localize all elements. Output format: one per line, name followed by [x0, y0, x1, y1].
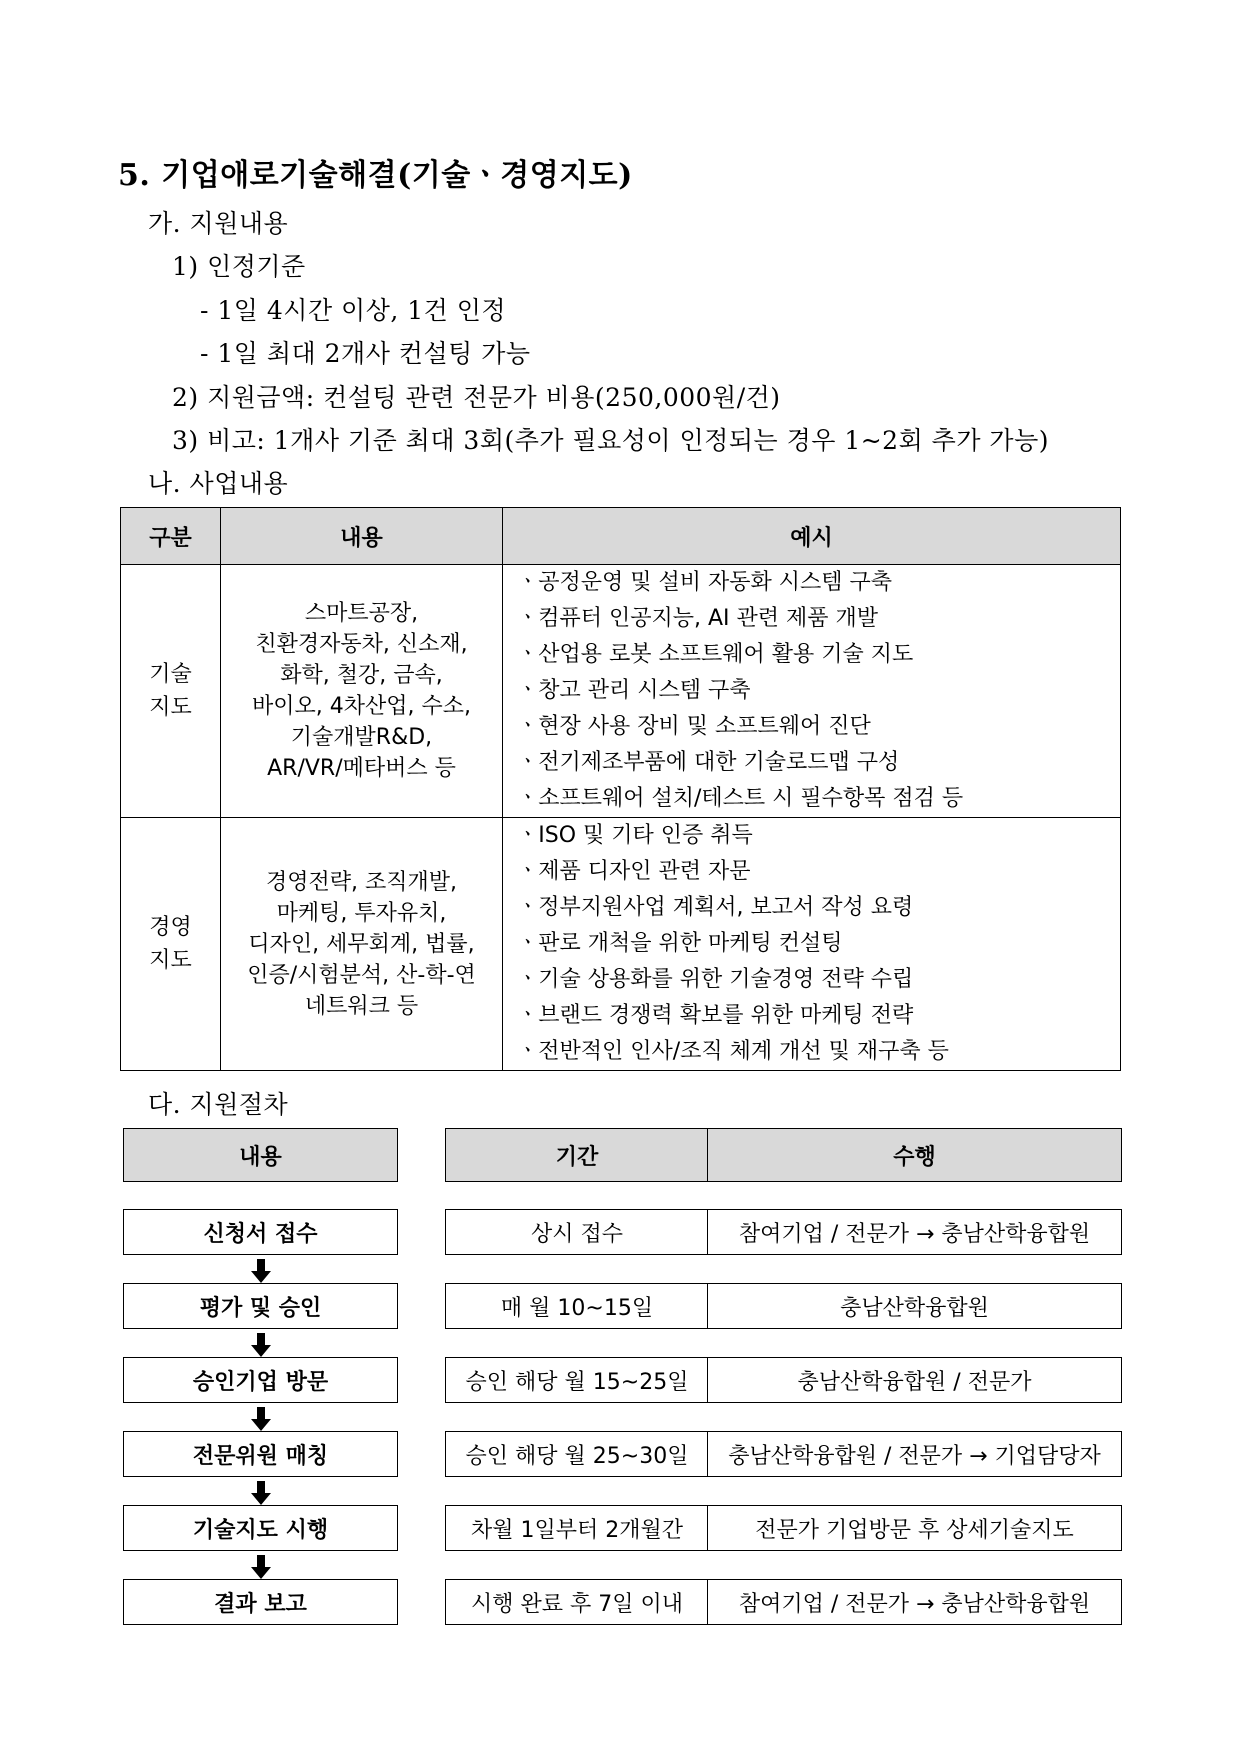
procedure-header-content: 내용: [123, 1128, 398, 1182]
category-cell: [121, 818, 221, 1071]
services-table: [120, 507, 1121, 1071]
step-name: 승인기업 방문: [123, 1357, 398, 1403]
content-line: AR/VR/메타버스 등: [267, 756, 456, 781]
header-category: 구분: [121, 508, 221, 565]
step-period: 차월 1일부터 2개월간: [471, 1517, 683, 1543]
table-header-row: [121, 508, 1121, 565]
content-cell: [221, 818, 503, 1071]
category-line: 기술: [149, 662, 192, 687]
category-line: 지도: [149, 695, 192, 720]
example-item: ㆍ판로 개척을 위한 마케팅 컨설팅: [517, 931, 843, 956]
example-item: ㆍISO 및 기타 인증 취득: [517, 823, 753, 848]
example-item: ㆍ산업용 로봇 소프트웨어 활용 기술 지도: [517, 642, 914, 667]
example-item: ㆍ현장 사용 장비 및 소프트웨어 진단: [517, 714, 871, 739]
example-item: ㆍ소프트웨어 설치/테스트 시 필수항목 점검 등: [517, 786, 964, 811]
step-detail-row: [445, 1283, 1122, 1329]
content-line: 경영전략, 조직개발,: [266, 869, 457, 895]
example-item: ㆍ공정운영 및 설비 자동화 시스템 구축: [517, 570, 892, 595]
step-detail-row: [445, 1209, 1122, 1255]
table-row: [121, 818, 1121, 1071]
support-amount: 2) 지원금액: 컨설팅 관련 전문가 비용(250,000원/건): [172, 383, 781, 412]
examples-cell: [503, 565, 1121, 818]
step-period: 상시 접수: [530, 1221, 623, 1247]
down-arrow-icon: [251, 1333, 271, 1357]
content-cell: [221, 565, 503, 818]
column-divider: [707, 1357, 708, 1403]
content-line: 마케팅, 투자유치,: [276, 900, 447, 926]
step-name: 결과 보고: [123, 1579, 398, 1625]
down-arrow-icon: [251, 1407, 271, 1431]
subsection-na: 나. 사업내용: [148, 469, 289, 498]
down-arrow-icon: [251, 1481, 271, 1505]
procedure-header-performer: 수행: [893, 1144, 936, 1170]
step-detail-row: [445, 1579, 1122, 1625]
step-performer: 참여기업 / 전문가 → 충남산학융합원: [738, 1591, 1091, 1617]
step-performer: 참여기업 / 전문가 → 충남산학융합원: [738, 1221, 1091, 1247]
step-performer: 전문가 기업방문 후 상세기술지도: [755, 1517, 1074, 1543]
example-item: ㆍ컴퓨터 인공지능, AI 관련 제품 개발: [517, 606, 879, 631]
criteria-item-2: - 1일 최대 2개사 컨설팅 가능: [200, 339, 531, 368]
example-item: ㆍ창고 관리 시스템 구축: [517, 678, 751, 703]
step-name: 전문위원 매칭: [123, 1431, 398, 1477]
step-period: 매 월 10~15일: [500, 1295, 654, 1321]
category-line: 지도: [149, 948, 192, 973]
content-line: 친환경자동차, 신소재,: [255, 632, 468, 657]
column-divider: [707, 1128, 708, 1182]
step-period: 승인 해당 월 25~30일: [465, 1443, 689, 1469]
content-line: 인증/시험분석, 산-학-연: [247, 962, 476, 988]
example-item: ㆍ전반적인 인사/조직 체계 개선 및 재구축 등: [517, 1039, 949, 1064]
table-row: [121, 565, 1121, 818]
step-detail-row: [445, 1431, 1122, 1477]
down-arrow-icon: [251, 1259, 271, 1283]
example-item: ㆍ정부지원사업 계획서, 보고서 작성 요령: [517, 895, 914, 920]
criteria-title: 1) 인정기준: [172, 252, 306, 281]
header-examples: 예시: [503, 508, 1121, 565]
remarks: 3) 비고: 1개사 기준 최대 3회(추가 필요성이 인정되는 경우 1~2회 추가 가능): [172, 426, 1049, 455]
step-performer: 충남산학융합원 / 전문가 → 기업담당자: [728, 1443, 1101, 1469]
procedure-header-right: [445, 1128, 1122, 1182]
step-name: 신청서 접수: [123, 1209, 398, 1255]
content-line: 네트워크 등: [304, 993, 419, 1019]
section-heading: 5. 기업애로기술해결(기술ㆍ경영지도): [118, 158, 633, 193]
step-detail-row: [445, 1357, 1122, 1403]
example-item: ㆍ제품 디자인 관련 자문: [517, 859, 751, 884]
step-period: 시행 완료 후 7일 이내: [471, 1591, 683, 1617]
content-line: 스마트공장,: [304, 601, 419, 626]
column-divider: [707, 1579, 708, 1625]
category-line: 경영: [149, 915, 192, 940]
content-line: 기술개발R&D,: [290, 725, 433, 750]
step-name: 평가 및 승인: [123, 1283, 398, 1329]
category-cell: [121, 565, 221, 818]
subsection-ga: 가. 지원내용: [148, 209, 289, 238]
column-divider: [707, 1209, 708, 1255]
column-divider: [707, 1431, 708, 1477]
step-name: 기술지도 시행: [123, 1505, 398, 1551]
column-divider: [707, 1505, 708, 1551]
subsection-da: 다. 지원절차: [148, 1090, 289, 1119]
down-arrow-icon: [251, 1555, 271, 1579]
step-period: 승인 해당 월 15~25일: [465, 1369, 689, 1395]
examples-cell: [503, 818, 1121, 1071]
step-detail-row: [445, 1505, 1122, 1551]
example-item: ㆍ브랜드 경쟁력 확보를 위한 마케팅 전략: [517, 1003, 914, 1028]
step-performer: 충남산학융합원: [840, 1295, 989, 1321]
criteria-item-1: - 1일 4시간 이상, 1건 인정: [200, 296, 507, 325]
procedure-header-period: 기간: [555, 1144, 599, 1170]
content-line: 화학, 철강, 금속,: [280, 663, 443, 688]
column-divider: [707, 1283, 708, 1329]
content-line: 바이오, 4차산업, 수소,: [252, 694, 471, 719]
content-line: 디자인, 세무회계, 법률,: [248, 931, 475, 957]
example-item: ㆍ기술 상용화를 위한 기술경영 전략 수립: [517, 967, 914, 992]
step-performer: 충남산학융합원 / 전문가: [797, 1369, 1032, 1395]
header-content: 내용: [221, 508, 503, 565]
example-item: ㆍ전기제조부품에 대한 기술로드맵 구성: [517, 750, 900, 775]
